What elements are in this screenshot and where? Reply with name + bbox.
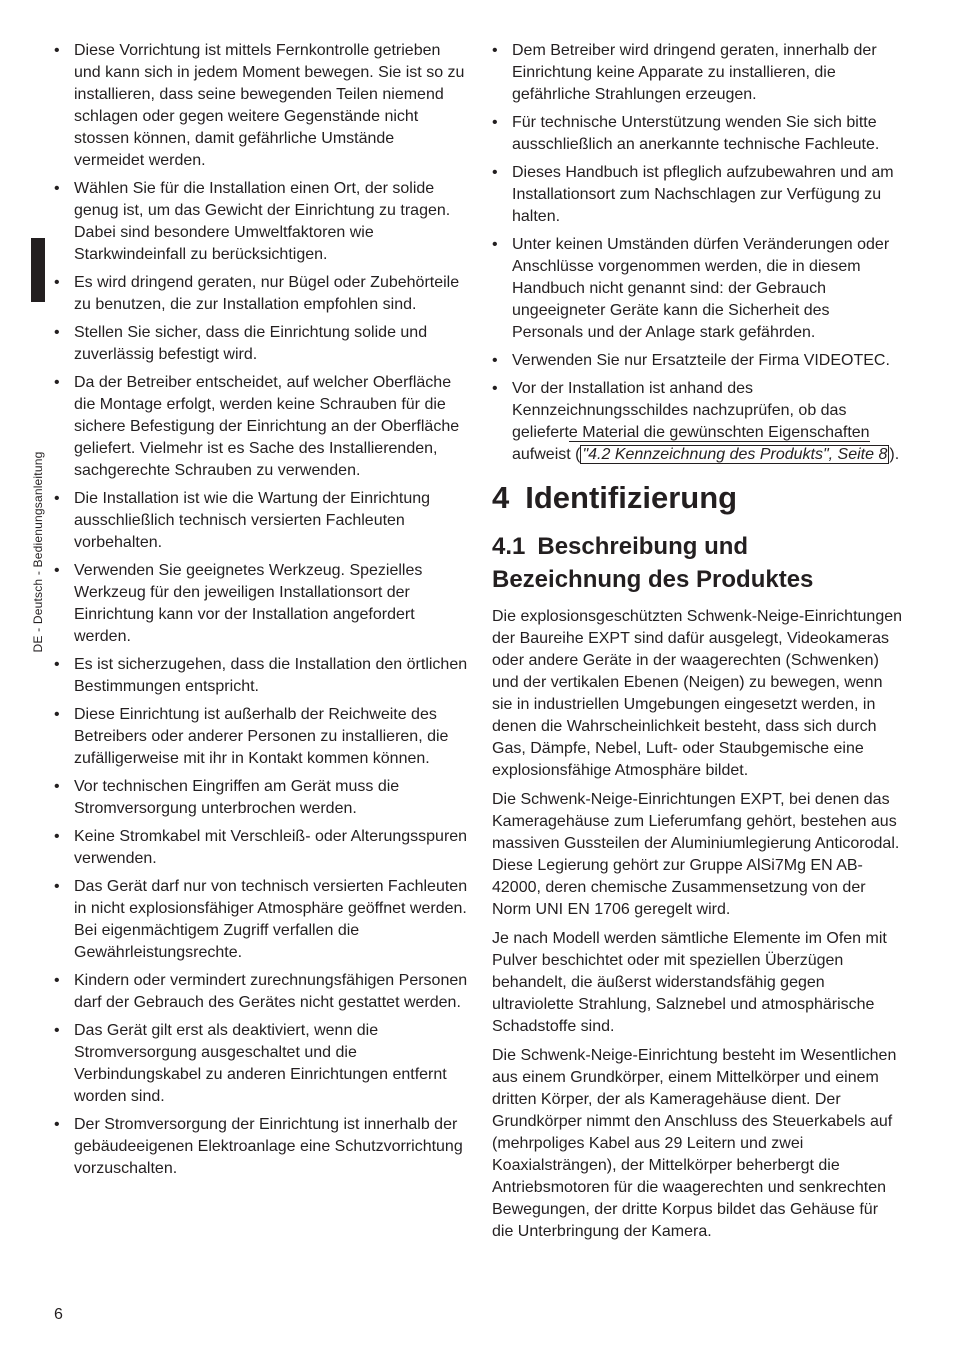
left-column: [54, 40, 468, 1186]
left-bullet-text: Das Gerät darf nur von technisch versierten Fachleuten in nicht explosionsfähiger Atmosphäre geöffnet werden. Bei eigenmächtigem Zugriff verfallen die Gewährleistungsrechte.: [74, 878, 468, 961]
list-item: [492, 112, 902, 156]
list-item: [492, 234, 902, 344]
list-item: [54, 1020, 468, 1108]
bullet-glyph: •: [54, 706, 60, 723]
right-bullet-text: Für technische Unterstützung wenden Sie sich bitte ausschließlich an anerkannte technische Fachleute.: [512, 114, 880, 153]
bullet-glyph: •: [54, 1022, 60, 1039]
subsection-title: Beschreibung und Bezeichnung des Produktes: [492, 533, 814, 593]
left-bullet-text: Es ist sicherzugehen, dass die Installation den örtlichen Bestimmungen entspricht.: [74, 656, 468, 695]
left-bullet-text: Kindern oder vermindert zurechnungsfähigen Personen darf der Gebrauch des Gerätes nicht gestattet werden.: [74, 972, 468, 1011]
left-bullet-text: Stellen Sie sicher, dass die Einrichtung solide und zuverlässig befestigt wird.: [74, 324, 428, 363]
subsection-number: 4.1: [492, 533, 526, 560]
body-paragraph: Die Schwenk-Neige-Einrichtung besteht im Wesentlichen aus einem Grundkörper, einem Mittelkörper und einem dritten Körper, der als Kameragehäuse dient. Der Grundkörper nimmt den Anschluss des Steuerkabels auf (mehrpoliges Kabel aus 29 Leitern und zwei Koaxialsträngen), der Mittelkörper beherbergt die Antriebsmotoren für die waagerechten und senkrechten Bewegungen, der dritte Korpus bildet das Gehäuse für die Unterbringung der Kamera.: [492, 1047, 897, 1240]
list-item: [492, 350, 902, 372]
bullet-glyph: •: [492, 380, 498, 397]
bullet-glyph: •: [54, 878, 60, 895]
list-item: [54, 1114, 468, 1180]
section-heading: [492, 478, 902, 518]
bullet-glyph: •: [492, 352, 498, 369]
bullet-glyph: •: [54, 374, 60, 391]
list-item: [54, 272, 468, 316]
section-number: 4: [492, 480, 510, 515]
left-bullet-text: Es wird dringend geraten, nur Bügel oder Zubehörteile zu benutzen, die zur Installation empfohlen sind.: [74, 274, 460, 313]
list-item-last: [492, 378, 902, 466]
bullet-glyph: •: [54, 274, 60, 291]
bullet-glyph: •: [54, 656, 60, 673]
subsection-heading: [492, 530, 902, 596]
left-bullet-text: Die Installation ist wie die Wartung der Einrichtung ausschließlich technisch versierten Fachleuten vorbehalten.: [74, 490, 431, 551]
list-item: [54, 654, 468, 698]
bullet-glyph: •: [492, 164, 498, 181]
right-bullet-text: Dem Betreiber wird dringend geraten, innerhalb der Einrichtung keine Apparate zu installieren, die gefährliche Strahlungen erzeugen.: [512, 42, 877, 103]
bullet-glyph: •: [492, 114, 498, 131]
page-number: 6: [54, 1306, 63, 1323]
list-item: [54, 488, 468, 554]
left-bullet-text: Wählen Sie für die Installation einen Ort, der solide genug ist, um das Gewicht der Einrichtung zu tragen. Dabei sind besondere Umweltfaktoren wie Starkwindeinfall zu berücksichtigen.: [74, 180, 451, 263]
bullet-glyph: •: [54, 1116, 60, 1133]
body-paragraphs: [492, 606, 902, 1243]
list-item: [54, 704, 468, 770]
left-bullet-text: Da der Betreiber entscheidet, auf welcher Oberfläche die Montage erfolgt, werden keine Schrauben für die sichere Befestigung der Einrichtung an der Oberfläche geliefert. Vielmehr ist es Sache des Installierenden, sachgerechte Schrauben zu verwenden.: [74, 374, 460, 479]
list-item: [492, 40, 902, 106]
list-item: [54, 826, 468, 870]
bullet-glyph: •: [54, 490, 60, 507]
bullet-glyph: •: [54, 778, 60, 795]
right-bullet-text: Verwenden Sie nur Ersatzteile der Firma VIDEOTEC.: [512, 352, 890, 369]
body-paragraph: Die Schwenk-Neige-Einrichtungen EXPT, bei denen das Kameragehäuse zum Lieferumfang gehört, bestehen aus massiven Gussteilen der Aluminiumlegierung Anticorodal. Diese Legierung gehört zur Gruppe AlSi7Mg EN AB-42000, deren chemische Zusammensetzung von der Norm UNI EN 1706 geregelt wird.: [492, 791, 900, 918]
bullet-glyph: •: [54, 828, 60, 845]
side-language-label: DE - Deutsch - Bedienungsanleitung: [31, 451, 45, 653]
list-item: [54, 776, 468, 820]
list-item: [54, 372, 468, 482]
right-bullet-text: Unter keinen Umständen dürfen Veränderungen oder Anschlüsse vorgenommen werden, die in diesem Handbuch nicht genannt sind: der Gebrauch ungeeigneter Geräte kann die Sicherheit des Personals und der Anlage stark gefährden.: [512, 236, 890, 341]
bullet-glyph: •: [54, 972, 60, 989]
left-bullet-text: Vor technischen Eingriffen am Gerät muss die Stromversorgung unterbrochen werden.: [74, 778, 400, 817]
bullet-glyph: •: [54, 562, 60, 579]
left-bullet-text: Das Gerät gilt erst als deaktiviert, wenn die Stromversorgung ausgeschaltet und die Verbindungskabel zu anderen Einrichtungen entfernt worden sind.: [74, 1022, 447, 1105]
left-bullet-text: Diese Einrichtung ist außerhalb der Reichweite des Betreibers oder anderer Personen zu installieren, die zufälligerweise mit ihr in Kontakt kommen können.: [74, 706, 449, 767]
list-item: [492, 162, 902, 228]
last-bullet-text-before: Vor der Installation ist anhand des Kennzeichnungsschildes nachzuprüfen, ob das geliefert: [512, 380, 847, 441]
safety-bullet-list-left: [54, 40, 468, 1180]
bullet-glyph: •: [54, 42, 60, 59]
list-item: [54, 40, 468, 172]
list-item: [54, 876, 468, 964]
body-paragraph: Je nach Modell werden sämtliche Elemente im Ofen mit Pulver beschichtet oder mit speziellen Überzügen behandelt, die äußerst widerstandsfähig gegen ultraviolette Strahlung, Salznebel und atmosphärische Schadstoffe sind.: [492, 930, 887, 1035]
left-bullet-text: Diese Vorrichtung ist mittels Fernkontrolle getrieben und kann sich in jedem Moment bewegen. Sie ist so zu installieren, dass seine bewegenden Teilen niemend schlagen oder gegen weitere Gegenstände nicht stossen können, damit gefährliche Umstände vermeidet werden.: [74, 42, 465, 169]
body-paragraph: Die explosionsgeschützten Schwenk-Neige-Einrichtungen der Baureihe EXPT sind dafür ausgelegt, Videokameras oder andere Geräte in der waagerechten (Schwenken) und der vertikalen Ebenen (Neigen) zu bewegen, wenn sie in industriellen Umgebungen eingesetzt werden, in denen die Wahrscheinlichkeit besteht, dass sich durch Gas, Dämpfe, Nebel, Luft- oder Staubgemische eine explosionsfähige Atmosphäre bildet.: [492, 608, 903, 779]
right-column: [492, 40, 902, 1250]
last-bullet-text-after: ).: [889, 446, 900, 463]
list-item: [54, 560, 468, 648]
chapter-marker-bar: [31, 238, 45, 302]
cross-reference-link[interactable]: "4.2 Kennzeichnung des Produkts", Seite 8: [582, 446, 888, 463]
section-title: Identifizierung: [525, 480, 738, 515]
bullet-glyph: •: [54, 324, 60, 341]
list-item: [54, 970, 468, 1014]
last-bullet-text-mid: aufweist (: [512, 446, 581, 463]
last-bullet-underlined-text: e Material die gewünschten Eigenschaften: [568, 424, 870, 441]
right-bullet-text: Dieses Handbuch ist pfleglich aufzubewahren und am Installationsort zum Nachschlagen zur Verfügung zu halten.: [512, 164, 894, 225]
list-item: [54, 178, 468, 266]
left-bullet-text: Verwenden Sie geeignetes Werkzeug. Spezielles Werkzeug für den jeweiligen Installationsort der Einrichtung kann vor der Installation angefordert werden.: [74, 562, 423, 645]
safety-bullet-list-right: [492, 40, 902, 466]
bullet-glyph: •: [492, 42, 498, 59]
left-bullet-text: Keine Stromkabel mit Verschleiß- oder Alterungsspuren verwenden.: [74, 828, 468, 867]
bullet-glyph: •: [492, 236, 498, 253]
bullet-glyph: •: [54, 180, 60, 197]
list-item: [54, 322, 468, 366]
left-bullet-text: Der Stromversorgung der Einrichtung ist innerhalb der gebäudeeigenen Elektroanlage eine Schutzvorrichtung vorzuschalten.: [74, 1116, 463, 1177]
